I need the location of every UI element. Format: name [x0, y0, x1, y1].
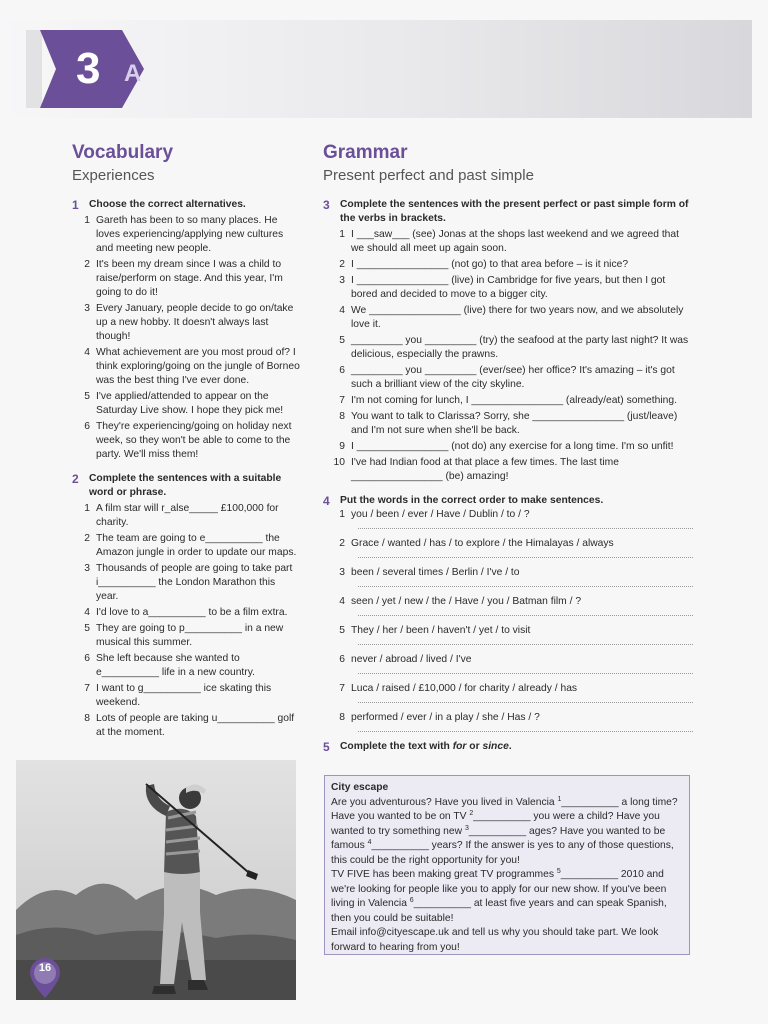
item-text: performed / ever / in a play / she / Has / ?	[351, 712, 540, 723]
instruction-text: Choose the correct alternatives.	[89, 199, 246, 210]
item-text: You want to talk to Clarissa? Sorry, she ________________ (just/leave) and I'm not sure when she'll be back.	[351, 411, 678, 436]
list-item	[72, 420, 300, 462]
item-number: 5	[339, 335, 345, 346]
gap-number: 2	[469, 810, 474, 817]
item-text: Grace / wanted / has / to explore / the Himalayas / always	[351, 538, 614, 549]
item-text: It's been my dream since I was a child to raise/perform on stage. And this year, I'm going to do it!	[96, 259, 283, 298]
item-text: I ________________ (not go) to that area before – is it nice?	[351, 259, 629, 270]
item-number: 2	[84, 533, 90, 544]
item-number: 5	[84, 623, 90, 634]
grammar-subtitle: Present perfect and past simple	[323, 167, 534, 184]
list-item	[72, 214, 300, 256]
list-item	[323, 537, 693, 551]
list-item	[323, 334, 693, 362]
text-part: __________ a long time? Have you wanted to be on TV	[331, 796, 678, 822]
list-item	[323, 274, 693, 302]
item-text: I'd love to a__________ to be a film extra.	[96, 607, 288, 618]
item-text: _________ you _________ (try) the seafood at the party last night? It was delicious, especially the prawns.	[351, 335, 689, 360]
city-escape-textbox	[324, 775, 690, 955]
gap-number: 1	[557, 795, 562, 803]
instruction-part: or	[466, 741, 483, 752]
exercise-1-list	[72, 214, 300, 462]
list-item	[72, 682, 300, 710]
item-number: 7	[339, 395, 345, 406]
grammar-section	[323, 142, 693, 754]
item-number: 2	[339, 538, 345, 549]
list-item	[323, 682, 693, 696]
textbox-title: City escape	[331, 782, 389, 793]
item-text: A film star will r_alse_____ £100,000 for charity.	[96, 503, 279, 528]
item-text: I'm not coming for lunch, I ________________ (already/eat) something.	[351, 395, 677, 406]
vocabulary-title: Vocabulary	[72, 142, 174, 163]
text-part: __________ at least five years and can speak Spanish, then you could be suitable!	[331, 898, 667, 924]
list-item	[72, 622, 300, 650]
item-text: I want to g__________ ice skating this weekend.	[96, 683, 272, 708]
gap-number: 4	[367, 839, 372, 846]
instruction-text: Complete the sentences with a suitable word or phrase.	[89, 473, 282, 498]
item-number: 6	[339, 365, 345, 376]
list-item	[72, 302, 300, 344]
item-text: never / abroad / lived / I've	[351, 654, 472, 665]
item-number: 1	[84, 215, 90, 226]
item-number: 10	[333, 457, 345, 468]
instruction-text: Put the words in the correct order to make sentences.	[340, 495, 604, 506]
vocabulary-section	[72, 142, 300, 740]
item-number: 8	[339, 411, 345, 422]
item-number: 8	[84, 713, 90, 724]
exercise-3-list	[323, 228, 693, 484]
list-item	[72, 532, 300, 560]
item-text: She left because she wanted to e__________ life in a new country.	[96, 653, 255, 678]
list-item	[72, 502, 300, 530]
text-part: Are you adventurous? Have you lived in Valencia	[331, 796, 558, 808]
exercise-number: 2	[72, 472, 79, 486]
item-number: 7	[339, 683, 345, 694]
list-item	[72, 258, 300, 300]
text-part: TV FIVE has been making great TV programmes	[331, 869, 557, 880]
list-item	[72, 712, 300, 740]
list-item	[323, 394, 693, 408]
text-part: __________ years? If the answer is yes to any of those questions, this could be the right opportunity for you!	[331, 840, 674, 866]
item-text: seen / yet / new / the / Have / you / Batman film / ?	[351, 596, 582, 607]
list-item	[323, 456, 693, 484]
item-text: Lots of people are taking u__________ golf at the moment.	[96, 713, 295, 738]
exercise-number: 3	[323, 198, 330, 212]
list-item	[323, 410, 693, 438]
list-item	[323, 653, 693, 667]
list-item	[323, 228, 693, 256]
exercise-4-list	[323, 508, 693, 732]
page-number: 16	[38, 962, 52, 974]
answer-line	[358, 614, 693, 616]
instruction-text: Complete the sentences with the present perfect or past simple form of the verbs in brackets.	[340, 199, 689, 224]
text-part: __________ 2010 and we're looking for people like you to apply for our new show. If you've been living in Valencia	[331, 869, 667, 909]
item-number: 3	[339, 567, 345, 578]
item-text: Thousands of people are going to take part i__________ the London Marathon this year.	[96, 563, 293, 602]
exercise-number: 1	[72, 198, 79, 212]
item-text: Every January, people decide to go on/take up a new hobby. It doesn't always last though!	[96, 303, 294, 342]
list-item	[72, 346, 300, 388]
list-item	[72, 390, 300, 418]
item-number: 1	[339, 229, 345, 240]
exercise-1-instruction	[72, 198, 300, 212]
instruction-word-since: since	[482, 741, 509, 752]
grammar-title: Grammar	[323, 142, 408, 163]
exercise-number: 4	[323, 494, 330, 508]
item-number: 3	[84, 303, 90, 314]
item-text: I ________________ (not do) any exercise for a long time. I'm so unfit!	[351, 441, 674, 452]
item-text: They're experiencing/going on holiday next week, so they won't be able to come to the party. We'll miss them!	[96, 421, 292, 460]
item-text: been / several times / Berlin / I've / to	[351, 567, 520, 578]
item-number: 2	[339, 259, 345, 270]
instruction-text	[340, 740, 693, 754]
item-text: Luca / raised / £10,000 / for charity / already / has	[351, 683, 578, 694]
list-item	[72, 606, 300, 620]
answer-line	[358, 556, 693, 558]
item-number: 5	[339, 625, 345, 636]
list-item	[323, 566, 693, 580]
item-number: 6	[339, 654, 345, 665]
item-text: I've applied/attended to appear on the Saturday Live show. I hope they pick me!	[96, 391, 284, 416]
item-number: 4	[339, 305, 345, 316]
item-text: The team are going to e__________ the Amazon jungle in order to update our maps.	[96, 533, 297, 558]
item-number: 5	[84, 391, 90, 402]
instruction-part: Complete the text with	[340, 741, 453, 752]
item-number: 7	[84, 683, 90, 694]
list-item	[323, 508, 693, 522]
item-number: 3	[339, 275, 345, 286]
item-text: Gareth has been to so many places. He loves experiencing/applying new cultures and meeting new people.	[96, 215, 284, 254]
item-text: I ___saw___ (see) Jonas at the shops last weekend and we agreed that we should all meet up again soon.	[351, 229, 679, 254]
item-number: 3	[84, 563, 90, 574]
gap-number: 6	[409, 897, 414, 904]
list-item	[323, 711, 693, 725]
textbox-paragraph	[331, 868, 683, 926]
instruction-word-for: for	[452, 741, 467, 752]
text-part: __________ ages? Have you wanted to be famous	[331, 825, 666, 851]
item-number: 9	[339, 441, 345, 452]
list-item	[72, 562, 300, 604]
item-text: you / been / ever / Have / Dublin / to / ?	[351, 509, 530, 520]
list-item	[323, 624, 693, 638]
unit-letter: A	[124, 60, 142, 87]
item-text: They are going to p__________ in a new musical this summer.	[96, 623, 284, 648]
textbox-paragraph: Email info@cityescape.uk and tell us why you should take part. We look forward to hearing from you!	[331, 927, 659, 953]
item-number: 6	[84, 421, 90, 432]
exercise-2-instruction	[72, 472, 300, 500]
item-text: I've had Indian food at that place a few times. The last time ________________ (be) amazing!	[351, 457, 619, 482]
list-item	[323, 440, 693, 454]
answer-line	[358, 672, 693, 674]
gap-number: 3	[464, 824, 469, 832]
vocabulary-subtitle: Experiences	[72, 167, 155, 184]
item-number: 4	[84, 607, 90, 618]
text-part: __________ you were a child? Have you wanted to try something new	[331, 811, 660, 837]
unit-tab	[26, 30, 146, 108]
answer-line	[358, 585, 693, 587]
exercise-4-instruction	[323, 494, 693, 508]
gap-number: 5	[556, 868, 561, 875]
list-item	[323, 304, 693, 332]
answer-line	[358, 527, 693, 529]
list-item	[323, 595, 693, 609]
item-text: I ________________ (live) in Cambridge for five years, but then I got bored and decided to move to a bigger city.	[351, 275, 666, 300]
item-number: 1	[339, 509, 345, 520]
answer-line	[358, 643, 693, 645]
unit-number: 3	[76, 44, 100, 93]
exercise-3-instruction	[323, 198, 693, 226]
exercise-number: 5	[323, 740, 330, 754]
item-number: 4	[339, 596, 345, 607]
item-text: They / her / been / haven't / yet / to visit	[351, 625, 531, 636]
answer-line	[358, 730, 693, 732]
item-number: 2	[84, 259, 90, 270]
list-item	[323, 258, 693, 272]
instruction-part: .	[508, 741, 512, 752]
list-item	[72, 652, 300, 680]
item-number: 4	[84, 347, 90, 358]
item-number: 8	[339, 712, 345, 723]
exercise-5-instruction	[323, 740, 693, 754]
item-number: 1	[84, 503, 90, 514]
exercise-2-list	[72, 502, 300, 740]
item-number: 6	[84, 653, 90, 664]
list-item	[323, 364, 693, 392]
answer-line	[358, 701, 693, 703]
item-text: We ________________ (live) there for two years now, and we absolutely love it.	[351, 305, 684, 330]
item-text: What achievement are you most proud of? I think exploring/going on the jungle of Borneo was the best thing I've ever done.	[96, 347, 300, 386]
textbox-paragraph	[331, 796, 683, 869]
item-text: _________ you _________ (ever/see) her office? It's amazing – it's got such a brilliant view of the city skyline.	[351, 365, 675, 390]
